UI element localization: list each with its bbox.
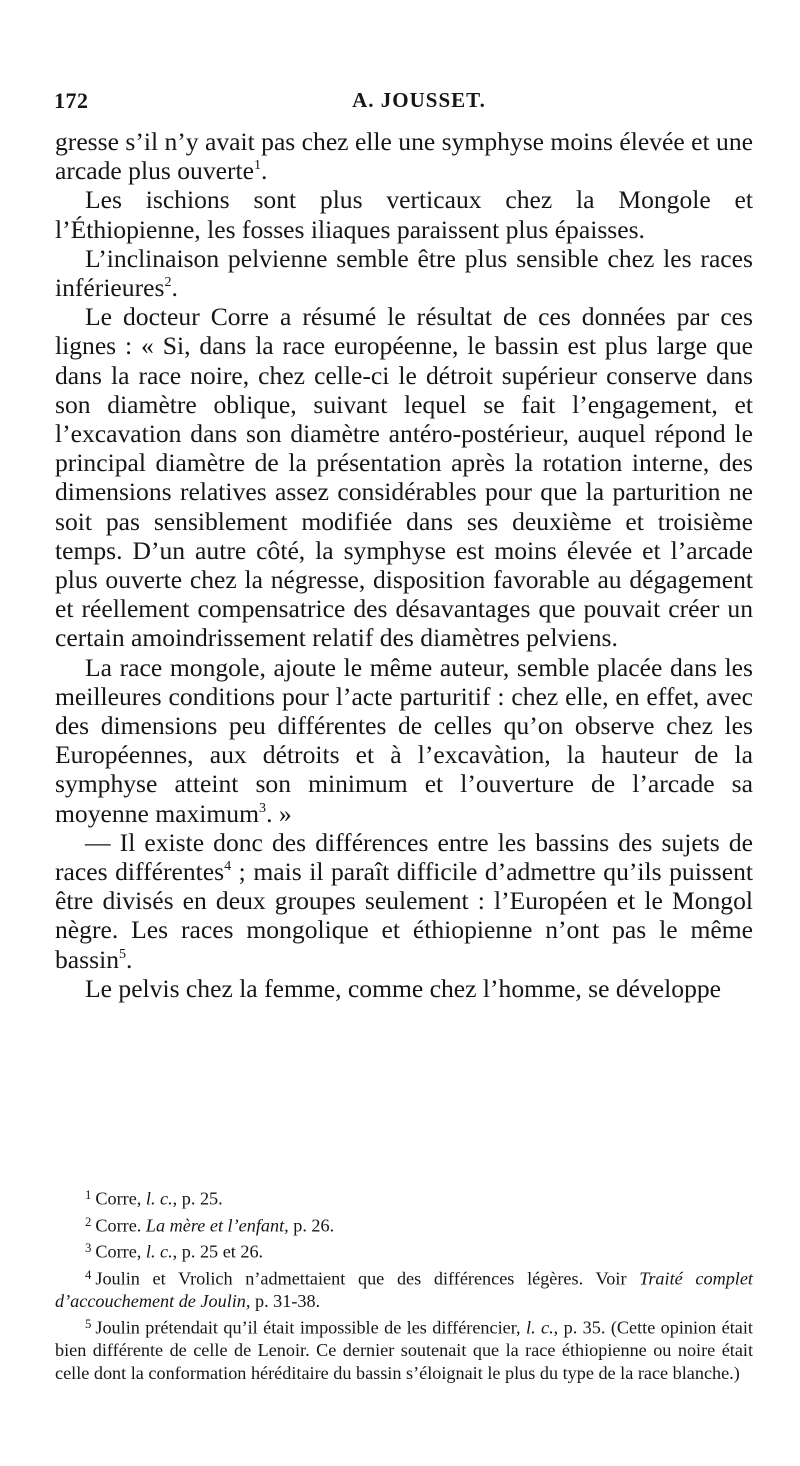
italic-title: l. c.	[526, 1317, 554, 1338]
body-text	[55, 127, 753, 1003]
text-run: Joulin prétendait qu’il était impossible de les différencier,	[95, 1317, 527, 1338]
text-run: L’inclinaison pelvienne semble être plus sensible chez les races inférieures	[55, 243, 753, 303]
footnote-mark: 2	[85, 1214, 92, 1229]
text-run: . »	[266, 798, 292, 828]
footnote-ref: 2	[164, 274, 172, 291]
text-run: , p. 25.	[172, 1188, 223, 1209]
footnotes	[55, 1184, 753, 1385]
page-header	[54, 88, 754, 118]
italic-title: l. c.	[145, 1241, 173, 1262]
page-number: 172	[54, 88, 89, 113]
text-run: Le pelvis chez la femme, comme chez l’homme, se développe	[85, 973, 722, 1003]
text-run: Le docteur Corre a résumé le résultat de ces données par ces lignes : « Si, dans la race européenne, le bassin est plus large que dans la race noire, chez celle-ci le détroit supérieur conserve dans son diamètre oblique, suivant lequel se fait l’engagement, et l’excavation dans son diamètre antéro-postérieur, auquel répond le principal diamètre de la présentation après la rotation interne, des dimensions relatives assez considérables pour que la parturition ne soit pas sensiblement modifiée dans ses deuxième et troisième temps. D’un autre côté, la symphyse est moins élevée et l’arcade plus ouverte chez la négresse, disposition favorable au dégagement et réellement compensatrice des désavantages que pouvait créer un certain amoindrissement relatif des diamètres pelviens.	[55, 302, 753, 653]
paragraph	[55, 244, 753, 302]
text-run: Corre,	[95, 1241, 146, 1262]
footnote	[55, 1264, 753, 1313]
paragraph	[55, 127, 753, 185]
italic-title: La mère et l’enfant,	[145, 1215, 289, 1236]
paragraph	[55, 974, 753, 1003]
text-run: p. 31-38.	[250, 1291, 321, 1312]
paragraph	[55, 185, 753, 243]
text-run: Corre,	[95, 1188, 146, 1209]
italic-title: Traité complet d’accouchement de Joulin,	[55, 1268, 753, 1312]
footnote-mark: 5	[85, 1316, 92, 1331]
footnote-ref: 5	[118, 945, 127, 962]
footnote-mark: 1	[85, 1188, 92, 1202]
text-run: ; mais il paraît difficile d’admettre qu’ils puissent être divisés en deux groupes seulement : l’Européen et le Mongol nègre. Les races mongolique et éthiopienne n’ont pas le même bassin	[55, 857, 754, 974]
paragraph	[55, 828, 753, 974]
text-run: p. 26.	[288, 1215, 335, 1236]
paragraph	[55, 653, 753, 828]
text-run: Corre.	[95, 1215, 146, 1236]
italic-title: l. c.	[145, 1188, 173, 1209]
footnote-mark: 3	[85, 1241, 92, 1256]
text-run: — Il existe donc des différences entre les bassins des sujets de races différentes	[55, 827, 753, 887]
text-run: Les ischions sont plus verticaux chez la Mongole et l’Éthiopienne, les fosses iliaques paraissent plus épaisses.	[55, 185, 753, 244]
text-run: Joulin et Vrolich n’admettaient que des différences légères. Voir	[95, 1268, 640, 1289]
text-run: .	[126, 944, 133, 974]
text-run: , p. 25 et 26.	[172, 1241, 264, 1262]
footnote-ref: 1	[253, 157, 262, 174]
text-run: .	[171, 273, 178, 303]
footnote-ref: 3	[259, 799, 267, 816]
footnote	[55, 1211, 753, 1238]
text-run: gresse s’il n’y avait pas chez elle une symphyse moins élevée et une arcade plus ouverte	[55, 127, 753, 186]
running-title: A. JOUSSET.	[352, 88, 486, 112]
footnote-mark: 4	[85, 1267, 92, 1282]
paragraph	[55, 302, 753, 652]
text-run: La race mongole, ajoute le même auteur, semble placée dans les meilleures conditions pour l’acte parturitif : chez elle, en effet, avec des dimensions peu différentes de celles qu’on observe chez les Européennes, aux détroits et à l’excavàtion, la hauteur de la symphyse atteint son minimum et l’ouverture de l’arcade sa moyenne maximum	[55, 652, 753, 828]
footnote-ref: 4	[224, 858, 232, 875]
text-run: , p. 35. (Cette opinion était bien différente de celle de Lenoir. Ce dernier soutenait que la race éthiopienne ou noire était celle dont la conformation héréditaire du bassin s’éloignait le plus du type de la race blanche.)	[55, 1317, 753, 1384]
footnote	[55, 1237, 753, 1264]
footnote	[55, 1313, 753, 1385]
footnote	[55, 1184, 753, 1211]
text-run: .	[261, 156, 268, 186]
